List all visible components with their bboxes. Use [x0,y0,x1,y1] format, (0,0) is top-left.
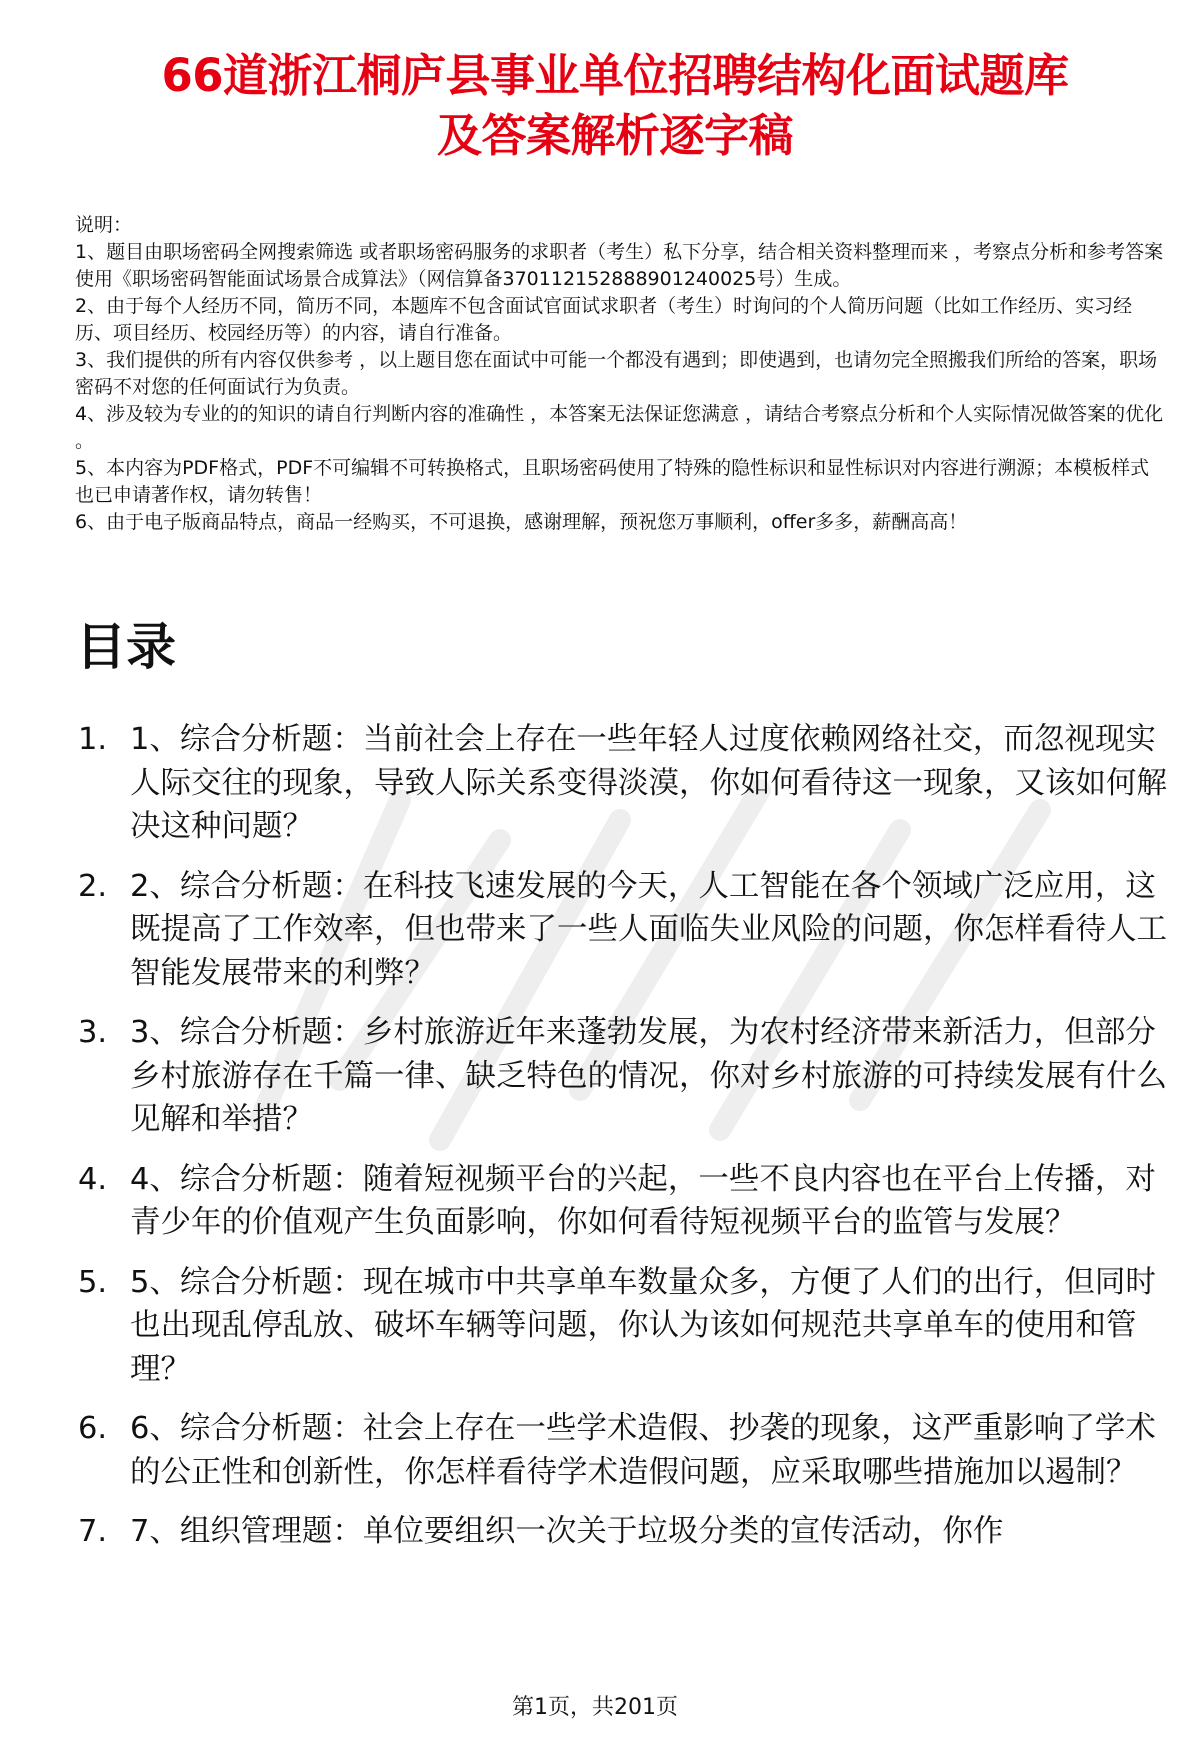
toc-list [78,718,1168,1570]
toc-item-text: 3、综合分析题：乡村旅游近年来蓬勃发展，为农村经济带来新活力，但部分乡村旅游存在千篇一律、缺乏特色的情况，你对乡村旅游的可持续发展有什么见解和举措？ [130,1015,1167,1137]
document-title [60,46,1170,166]
toc-item-number: 2. [78,868,108,904]
note-item: 2、由于每个人经历不同，简历不同，本题库不包含面试官面试求职者（考生）时询问的个人简历问题（比如工作经历、实习经历、项目经历、校园经历等）的内容，请自行准备。 [75,295,1133,344]
toc-item[interactable] [78,718,1168,849]
notes-section [75,212,1165,536]
toc-item-text: 7、组织管理题：单位要组织一次关于垃圾分类的宣传活动，你作 [130,1514,1004,1549]
toc-item-number: 5. [78,1264,108,1300]
toc-item-number: 7. [78,1514,108,1549]
notes-heading: 说明： [75,214,133,236]
toc-item-text: 5、综合分析题：现在城市中共享单车数量众多，方便了人们的出行，但同时也出现乱停乱放、破坏车辆等问题，你认为该如何规范共享单车的使用和管理？ [130,1264,1156,1387]
note-item: 5、本内容为PDF格式，PDF不可编辑不可转换格式，且职场密码使用了特殊的隐性标识和显性标识对内容进行溯源；本模板样式也已申请著作权，请勿转售！ [75,457,1150,506]
note-item: 4、涉及较为专业的的知识的请自行判断内容的准确性 ，本答案无法保证您满意 ，请结合考察点分析和个人实际情况做答案的优化 。 [75,403,1164,452]
note-item: 3、我们提供的所有内容仅供参考 ，以上题目您在面试中可能一个都没有遇到；即使遇到，也请勿完全照搬我们所给的答案，职场密码不对您的任何面试行为负责。 [75,349,1158,398]
toc-item-number: 4. [78,1161,108,1197]
toc-item[interactable] [78,1510,1168,1554]
note-item: 6、由于电子版商品特点，商品一经购买，不可退换，感谢理解，预祝您万事顺利，offer多多，薪酬高高！ [75,511,968,533]
toc-item[interactable] [78,865,1168,996]
toc-item[interactable] [78,1011,1168,1142]
page-number-footer: 第1页，共201页 [512,1695,678,1720]
toc-item-text: 4、综合分析题：随着短视频平台的兴起，一些不良内容也在平台上传播，对青少年的价值观产生负面影响，你如何看待短视频平台的监管与发展？ [130,1161,1156,1240]
toc-item-number: 1. [78,722,108,757]
document-title-line-2: 及答案解析逐字稿 [436,109,793,162]
toc-heading: 目录 [76,618,176,676]
note-item: 1、题目由职场密码全网搜索筛选 或者职场密码服务的求职者（考生）私下分享，结合相关资料整理而来 ，考察点分析和参考答案使用《职场密码智能面试场景合成算法》（网信算备370112152888901240025号）生成。 [75,241,1164,290]
toc-item-number: 3. [78,1015,108,1050]
toc-item-text: 2、综合分析题：在科技飞速发展的今天，人工智能在各个领域广泛应用，这既提高了工作效率，但也带来了一些人面临失业风险的问题，你怎样看待人工智能发展带来的利弊？ [130,868,1167,991]
toc-item-number: 6. [78,1411,108,1446]
toc-item-text: 1、综合分析题：当前社会上存在一些年轻人过度依赖网络社交，而忽视现实人际交往的现象，导致人际关系变得淡漠，你如何看待这一现象，又该如何解决这种问题？ [130,722,1167,844]
toc-item-text: 6、综合分析题：社会上存在一些学术造假、抄袭的现象，这严重影响了学术的公正性和创新性，你怎样看待学术造假问题，应采取哪些措施加以遏制？ [130,1411,1156,1490]
toc-item[interactable] [78,1407,1168,1494]
document-title-line-1: 66道浙江桐庐县事业单位招聘结构化面试题库 [161,49,1069,102]
toc-item[interactable] [78,1261,1168,1392]
toc-item[interactable] [78,1158,1168,1245]
